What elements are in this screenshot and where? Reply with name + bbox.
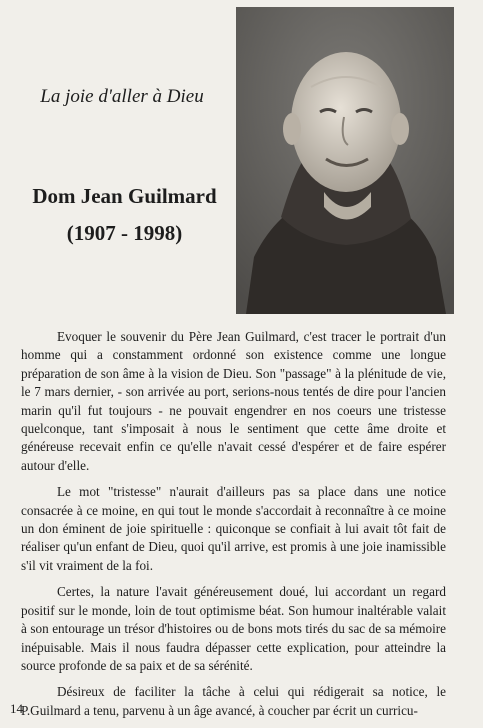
page-number: 14 <box>10 701 23 716</box>
tagline: La joie d'aller à Dieu <box>40 86 204 107</box>
article-body <box>21 328 446 728</box>
monk-portrait-photo <box>236 7 454 314</box>
life-dates: (1907 - 1998) <box>66 221 183 245</box>
subject-name: Dom Jean Guilmard <box>32 184 217 208</box>
paragraph: Désireux de faciliter la tâche à celui qui rédigerait sa notice, le P.Guilmard a tenu, parvenu à un âge avancé, à coucher par écrit un curricu- <box>21 684 446 718</box>
paragraph: Le mot "tristesse" n'aurait d'ailleurs pas sa place dans une notice consacrée à ce moine, en qui tout le monde s'accordait à reconnaître à ce moine un don éminent de joie spirituelle : quiconque se confiait à lui avait tôt fait de réaliser qu'un enfant de Dieu, quoi qu'il arrive, est promis à une joie inamissible s'il vit vraiment de la foi. <box>21 484 446 573</box>
paragraph: Evoquer le souvenir du Père Jean Guilmard, c'est tracer le portrait d'un homme qui a constamment ordonné son existence comme une longue préparation de son âme à la vision de Dieu. Son "passage" à la plénitude de vie, le 7 mars dernier, - son arrivée au port, serions-nous tentés de dire pour l'ancien marin qu'il fut toujours - ne pouvait engendrer en nos coeurs une tristesse quelconque, tant s'imposait à nous le sentiment que cette âme droite et généreuse recevait enfin ce qu'elle n'avait cessé d'espérer et de faire espérer autour d'elle. <box>21 329 446 473</box>
monk-portrait-icon <box>236 7 454 314</box>
paragraph: Certes, la nature l'avait généreusement doué, lui accordant un regard positif sur le monde, loin de tout optimisme béat. Son humour inaltérable valait à son entourage un trésor d'histoires ou de bons mots tirés du sac de sa mémoire inépuisable. Mais il nous faudra dépasser cette explication, pour atteindre la source profonde de sa paix et de sa sérénité. <box>21 584 446 673</box>
